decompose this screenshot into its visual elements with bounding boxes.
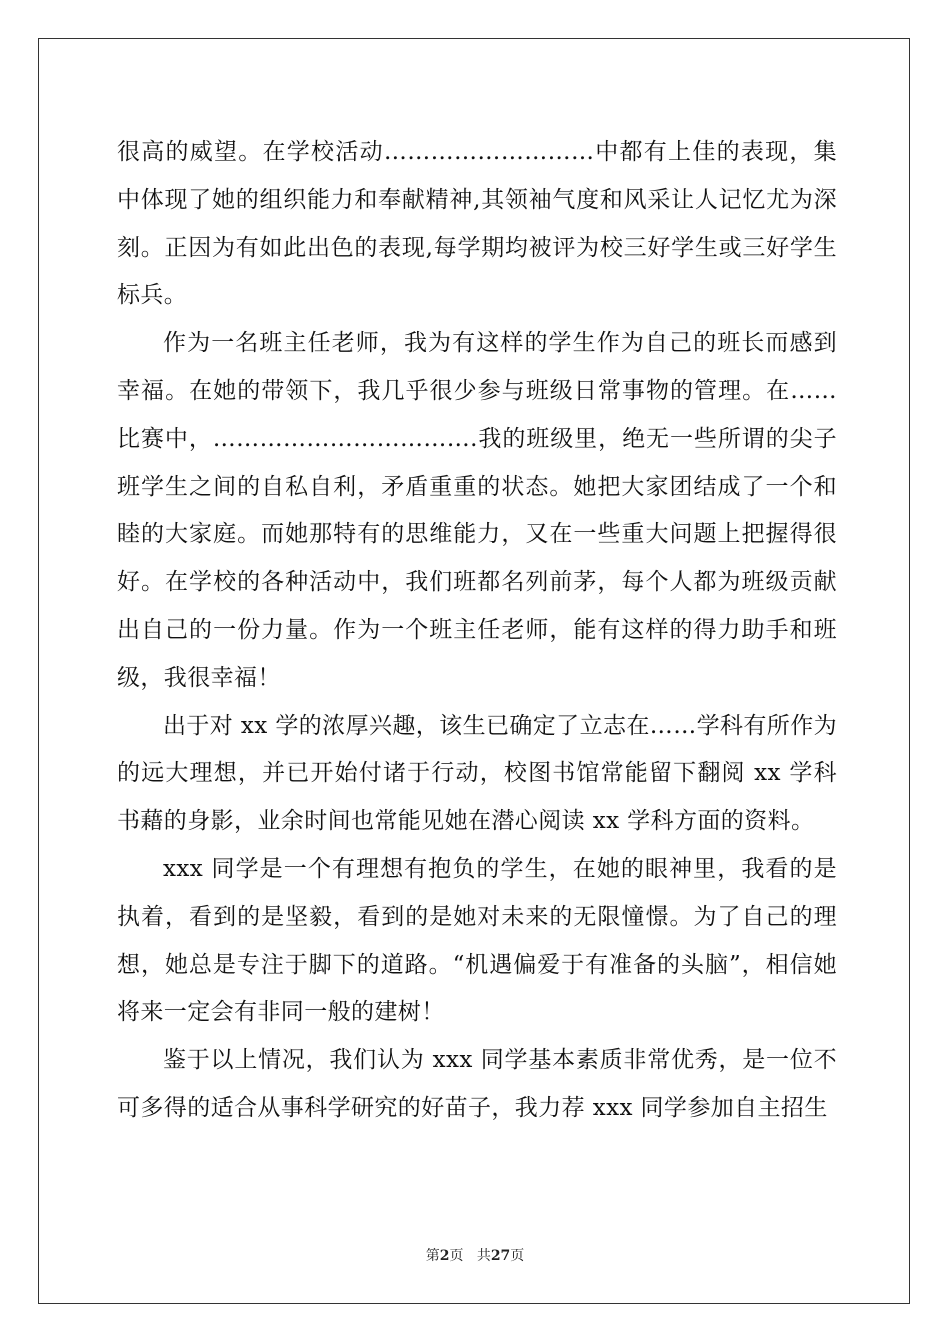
- paragraph-4: xxx 同学是一个有理想有抱负的学生，在她的眼神里，我看的是执着，看到的是坚毅，看到的是她对未来的无限憧憬。为了自己的理想，她总是专注于脚下的道路。“机遇偏爱于有准备的头脑”，相信她将来一定会有非同一般的建树！: [117, 855, 837, 1026]
- paragraph-2: 作为一名班主任老师，我为有这样的学生作为自己的班长而感到幸福。在她的带领下，我几乎很少参与班级日常事物的管理。在……比赛中，…………………………….我的班级里，绝无一些所谓的尖子班学生之间的自私自利，矛盾重重的状态。她把大家团结成了一个和睦的大家庭。而她那特有的思维能力，又在一些重大问题上把握得很好。在学校的各种活动中，我们班都名列前茅，每个人都为班级贡献出自己的一份力量。作为一个班主任老师，能有这样的得力助手和班级，我很幸福！: [117, 330, 837, 691]
- page-footer: [0, 1245, 950, 1265]
- paragraph-3: 出于对 xx 学的浓厚兴趣，该生已确定了立志在……学科有所作为的远大理想，并已开始付诸于行动，校图书馆常能留下翻阅 xx 学科书藉的身影，业余时间也常能见她在潜心阅读 xx 学科方面的资料。: [117, 712, 837, 835]
- paragraph-1: 很高的威望。在学校活动………………………中都有上佳的表现，集中体现了她的组织能力和奉献精神,其领袖气度和风采让人记忆尤为深刻。正因为有如此出色的表现,每学期均被评为校三好学生或三好学生标兵。: [117, 139, 837, 309]
- page-label-prefix: 第: [425, 1248, 440, 1264]
- total-label-prefix: 共: [476, 1248, 491, 1264]
- page-label-suffix: 页: [449, 1248, 464, 1264]
- paragraph-5: 鉴于以上情况，我们认为 xxx 同学基本素质非常优秀，是一位不可多得的适合从事科学研究的好苗子，我力荐 xxx 同学参加自主招生: [117, 1047, 837, 1121]
- total-label-suffix: 页: [510, 1248, 525, 1264]
- total-pages: 27: [490, 1248, 511, 1264]
- page-number: 2: [439, 1248, 450, 1264]
- document-body: [117, 129, 837, 1133]
